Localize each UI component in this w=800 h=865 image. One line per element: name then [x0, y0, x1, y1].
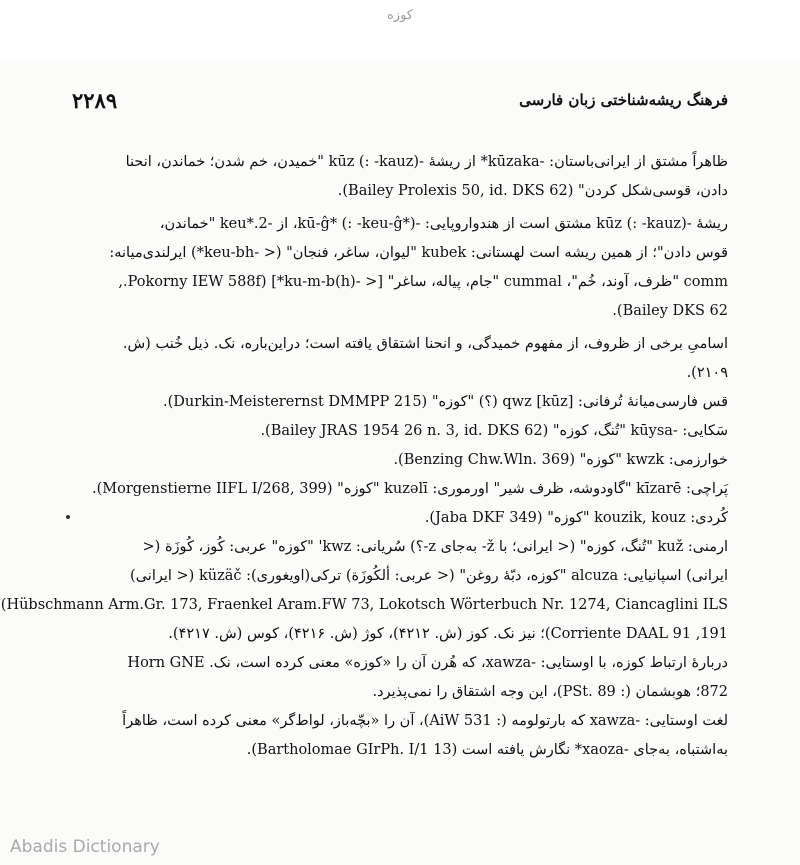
- text-line: ظاهراً مشتق از ایرانی‌باستان: -kūzaka* از ریشهٔ -kūz (: -kauz) "خمیدن، خم شدن؛ خماندن، انحنا: [125, 154, 728, 170]
- book-title: فرهنگ ریشه‌شناختی زبان فارسی: [519, 91, 728, 109]
- text-line: ریشهٔ -kūz (: -kauz) مشتق است از هندواروپایی: -kū-ĝ* (: -keu-ĝ*)، از -keu*.2 "خماندن،: [159, 216, 728, 232]
- text-line: لغت اوستایی: -xawza که بارتولومه (: AiW 531)، آن را «بچّه‌باز، لواط‌گر» معنی کرده است، ظاهراً: [122, 713, 728, 729]
- text-line: قس فارسی‌میانهٔ تُرفانی: qwz [kūz] (؟) "کوزه" (Durkin-Meisterernst DMMPP 215).: [163, 394, 728, 410]
- text-line: 872؛ هوبشمان (: PSt. 89)، این وجه اشتقاق را نمی‌پذیرد.: [372, 684, 728, 700]
- watermark: Abadis Dictionary: [10, 837, 160, 857]
- text-line: اسامیِ برخی از ظروف، از مفهوم خمیدگی، و انحنا اشتقاق یافته است؛ دراین‌باره، نک. ذیل خُنب (ش.: [122, 336, 728, 352]
- scan-speck: [66, 515, 70, 519]
- text-line: ارمنی: kuž "تُنگ، کوزه" (< ایرانی؛ با ž- به‌جای z-؟) سُریانی: kwz' "کوزه" عربی: کُوز، کُوزَة (<: [142, 539, 728, 555]
- text-line: خوارزمی: kwzk "کوزه" (Benzing Chw.Wln. 369).: [393, 452, 728, 468]
- text-line: به‌اشتباه، به‌جای -xaoza* نگارش یافته است (Bartholomae GIrPh. I/1 13).: [246, 742, 728, 758]
- text-line: comm "ظرف، آوند، خُم"، cummal "جام، پیاله، ساغر" [< -ku-m-b(h)*] (Pokorny IEW 588f.,: [118, 274, 728, 290]
- text-line: پَراچی: kīzarē "گاودوشه، ظرف شیر" اورموری: kuzəlī "کوزه" (Morgenstierne IIFL I/268, 399).: [92, 481, 728, 497]
- site-title: کوزه: [387, 8, 413, 23]
- text-line: Bailey DKS 62).: [612, 303, 728, 319]
- text-line: ۲۱۰۹).: [686, 365, 728, 381]
- text-line: کُردی: kouzik, kouz "کوزه" (Jaba DKF 349).: [424, 510, 728, 526]
- dictionary-page: [0, 60, 800, 865]
- text-line: سَکایی: -kūysa "تُنگ، کوزه" (Bailey JRAS 1954 26 n. 3, id. DKS 62).: [260, 423, 728, 439]
- text-line: 191, Corriente DAAL 91)؛ نیز نک. کوز (ش. ۴۲۱۲)، کوژ (ش. ۴۲۱۶)، کوس (ش. ۴۲۱۷).: [168, 626, 728, 642]
- text-line: قوس دادن"؛ از همین ریشه است لهستانی: kubek "لیوان، ساغر، فنجان" (< -keu-bh*) ایرلندی‌میانه:: [109, 245, 728, 261]
- entry-body: [0, 148, 728, 765]
- text-line: Hübschmann Arm.Gr. 173, Fraenkel Aram.FW 73, Lokotsch Wörterbuch Nr. 1274, Ciancaglini ILS): [0, 597, 728, 613]
- page-header: [72, 88, 728, 116]
- text-line: دربارهٔ ارتباط کوزه، با اوستایی: -xawza، که هُرن آن را «کوزه» معنی کرده است، نک. Horn GNE: [127, 655, 728, 671]
- text-line: دادن، قوسی‌شکل کردن" (Bailey Prolexis 50, id. DKS 62).: [337, 183, 728, 199]
- text-line: ایرانی) اسپانیایی: alcuza "کوزه، دبّهٔ روغن" (< عربی: ألکُوزَة) ترکی(اویغوری): küzäč (< ایرانی): [130, 568, 728, 584]
- page-number: ۲۲۸۹: [72, 88, 118, 113]
